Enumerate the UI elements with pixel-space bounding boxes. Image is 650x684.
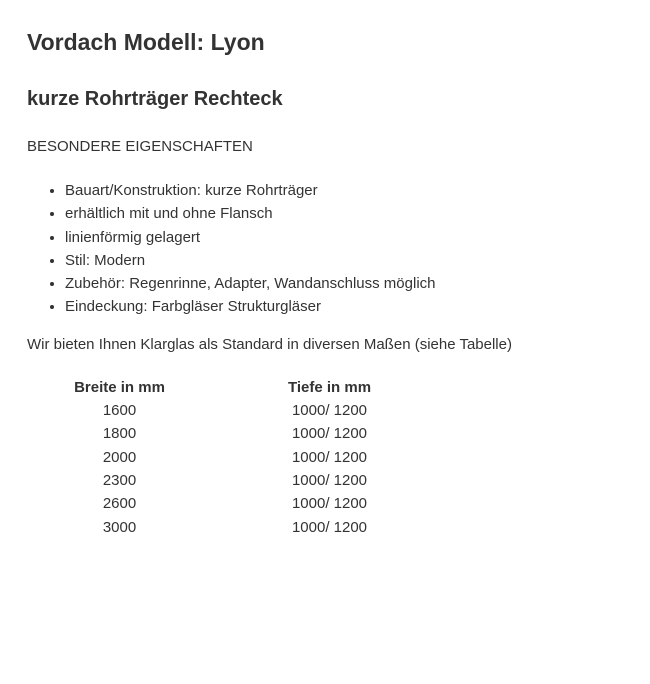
cell-breite: 3000 xyxy=(102,518,137,536)
table-header-row xyxy=(27,376,447,399)
list-item: • Zubehör: Regenrinne, Adapter, Wandanschluss möglich xyxy=(65,272,436,295)
column-header-tiefe: Tiefe in mm xyxy=(287,379,372,396)
list-item: • Bauart/Konstruktion: kurze Rohrträger xyxy=(65,179,436,202)
table-row xyxy=(27,469,447,492)
cell-breite: 2600 xyxy=(102,495,137,513)
cell-tiefe: 1000/ 1200 xyxy=(291,518,368,536)
cell-tiefe: 1000/ 1200 xyxy=(291,425,368,443)
list-item: • linienförmig gelagert xyxy=(65,226,436,249)
table-row xyxy=(27,492,447,515)
cell-breite: 1800 xyxy=(102,425,137,443)
cell-tiefe: 1000/ 1200 xyxy=(291,472,368,490)
list-item: • Stil: Modern xyxy=(65,249,436,272)
intro-text: Wir bieten Ihnen Klarglas als Standard in diversen Maßen (siehe Tabelle) xyxy=(27,336,512,353)
table-row xyxy=(27,399,447,422)
list-item: • erhältlich mit und ohne Flansch xyxy=(65,202,436,225)
list-item: • Eindeckung: Farbgläser Strukturgläser xyxy=(65,295,436,318)
cell-breite: 2000 xyxy=(102,448,137,466)
page-subtitle: kurze Rohrträger Rechteck xyxy=(27,88,283,110)
cell-tiefe: 1000/ 1200 xyxy=(291,448,368,466)
cell-tiefe: 1000/ 1200 xyxy=(291,402,368,420)
features-list xyxy=(27,179,436,319)
cell-tiefe: 1000/ 1200 xyxy=(291,495,368,513)
cell-breite: 2300 xyxy=(102,472,137,490)
features-heading: BESONDERE EIGENSCHAFTEN xyxy=(27,138,253,155)
table-row xyxy=(27,515,447,538)
cell-breite: 1600 xyxy=(102,402,137,420)
table-row xyxy=(27,446,447,469)
size-table xyxy=(27,376,447,539)
column-header-breite: Breite in mm xyxy=(74,379,165,396)
table-row xyxy=(27,422,447,445)
page-title: Vordach Modell: Lyon xyxy=(27,29,265,55)
